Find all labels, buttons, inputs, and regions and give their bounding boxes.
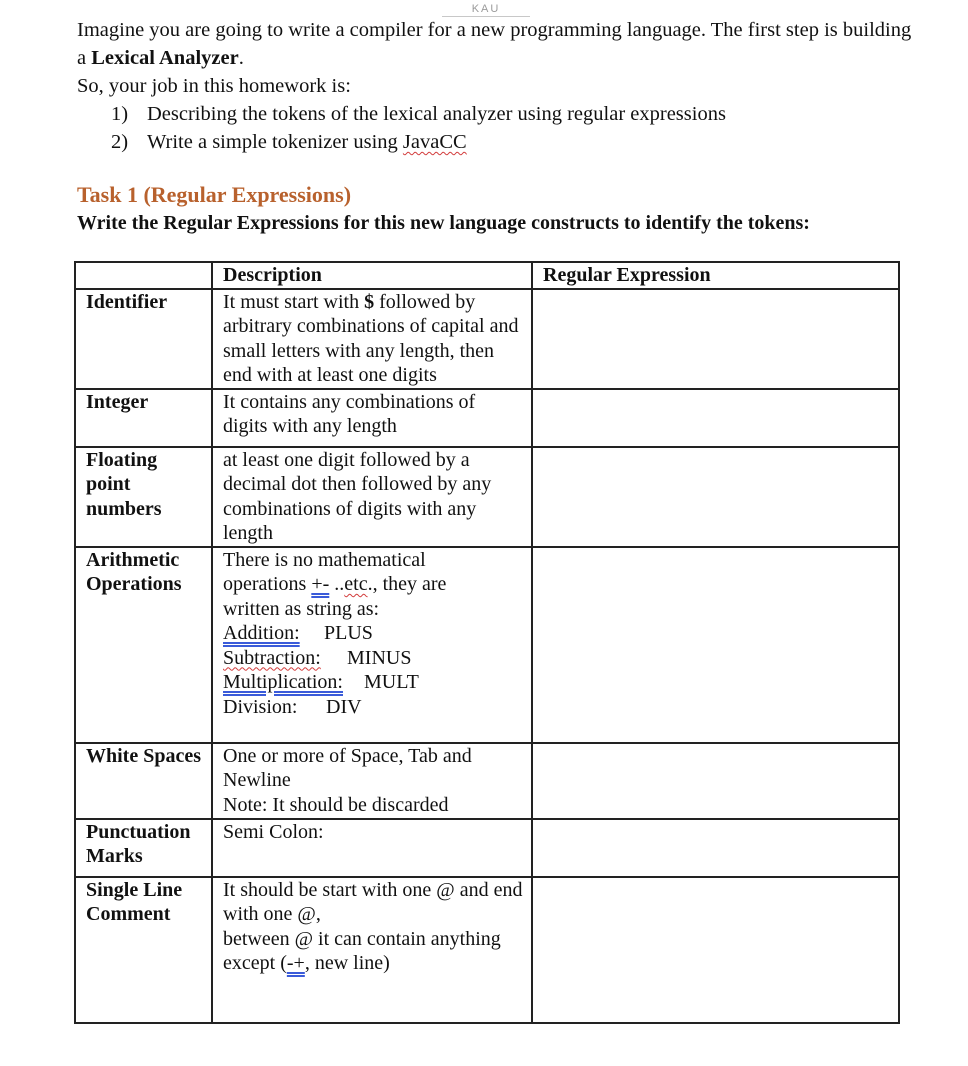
desc-text: , new line) — [304, 952, 390, 974]
token-name: Integer — [75, 389, 212, 447]
desc-line: There is no mathematical — [223, 548, 426, 571]
desc-line — [223, 572, 523, 597]
regex-cell[interactable] — [532, 877, 899, 1023]
table-row — [75, 447, 899, 547]
desc-line: written as string as: — [223, 597, 380, 620]
desc-ops: +- — [311, 573, 330, 595]
task-title: Task 1 (Regular Expressions) — [77, 182, 352, 207]
regex-cell[interactable] — [532, 743, 899, 819]
table-row — [75, 819, 899, 877]
token-description: Semi Colon: — [212, 819, 532, 877]
token-description — [212, 743, 532, 819]
token-description — [212, 547, 532, 743]
table-row — [75, 547, 899, 743]
task-subtitle: Write the Regular Expressions for this new language constructs to identify the tokens: — [77, 212, 810, 234]
token-name: Punctuation Marks — [75, 819, 212, 877]
token-description: It contains any combinations of digits with any length — [212, 389, 532, 447]
desc-bold: $ — [364, 290, 375, 313]
op-label: Multiplication: — [223, 671, 343, 693]
list-number: 1) — [111, 103, 129, 125]
op-line — [223, 621, 523, 646]
intro-job-line: So, your job in this homework is: — [77, 75, 351, 97]
desc-line: It should be start with one @ and end with one @, — [223, 878, 523, 925]
list-item-text: Write a simple tokenizer using — [147, 131, 403, 153]
header-description: Description — [212, 262, 532, 289]
header-name — [75, 262, 212, 289]
desc-text: followed by arbitrary combinations of capital and small letters with any length, then end with at least one digits — [223, 290, 519, 386]
intro-section — [77, 16, 917, 156]
tokens-table — [74, 261, 900, 1024]
desc-line: Note: It should be discarded — [223, 793, 449, 816]
table-header-row — [75, 262, 899, 289]
table-row — [75, 877, 899, 1023]
regex-cell[interactable] — [532, 547, 899, 743]
task-list — [77, 100, 917, 156]
token-name: Single Line Comment — [75, 877, 212, 1023]
op-value: MULT — [364, 671, 419, 693]
list-item — [111, 100, 917, 128]
op-value: DIV — [326, 695, 362, 718]
op-line — [223, 670, 523, 695]
desc-text: .. — [329, 573, 345, 595]
desc-text: It must start with — [223, 290, 365, 313]
regex-cell[interactable] — [532, 289, 899, 389]
op-value: PLUS — [324, 622, 373, 644]
op-label: Addition: — [223, 622, 300, 644]
desc-text: operations — [223, 573, 312, 595]
token-name: Floating point numbers — [75, 447, 212, 547]
desc-line — [223, 951, 523, 976]
token-description: at least one digit followed by a decimal dot then followed by any combinations of digits with any length — [212, 447, 532, 547]
op-value: MINUS — [347, 646, 412, 669]
watermark-text: KAU — [442, 3, 530, 17]
table-row — [75, 289, 899, 389]
desc-line: between @ it can contain anything — [223, 927, 501, 950]
intro-paragraph — [77, 16, 917, 72]
regex-cell[interactable] — [532, 819, 899, 877]
list-number: 2) — [111, 131, 129, 153]
intro-period: . — [238, 47, 244, 69]
spellcheck-word: etc — [344, 573, 368, 595]
token-description — [212, 289, 532, 389]
list-item — [111, 128, 917, 156]
desc-ops: -+ — [286, 952, 305, 974]
table-row — [75, 743, 899, 819]
regex-cell[interactable] — [532, 389, 899, 447]
desc-line: One or more of Space, Tab and Newline — [223, 744, 472, 791]
desc-text: ., they are — [367, 573, 447, 595]
op-line — [223, 695, 523, 720]
header-regex: Regular Expression — [532, 262, 899, 289]
op-line — [223, 646, 523, 671]
op-label: Division: — [223, 695, 298, 718]
table-row — [75, 389, 899, 447]
token-name: Arithmetic Operations — [75, 547, 212, 743]
list-item-text: Describing the tokens of the lexical analyzer using regular expressions — [147, 103, 726, 125]
intro-bold-term: Lexical Analyzer — [91, 47, 239, 69]
desc-text: except ( — [223, 952, 287, 974]
token-name: White Spaces — [75, 743, 212, 819]
spellcheck-word: JavaCC — [402, 131, 467, 153]
op-label: Subtraction: — [223, 646, 321, 669]
token-name: Identifier — [75, 289, 212, 389]
token-description — [212, 877, 532, 1023]
regex-cell[interactable] — [532, 447, 899, 547]
intro-text: Imagine you are going to write a compiler for a new programming language. The first step is building a — [77, 19, 912, 69]
